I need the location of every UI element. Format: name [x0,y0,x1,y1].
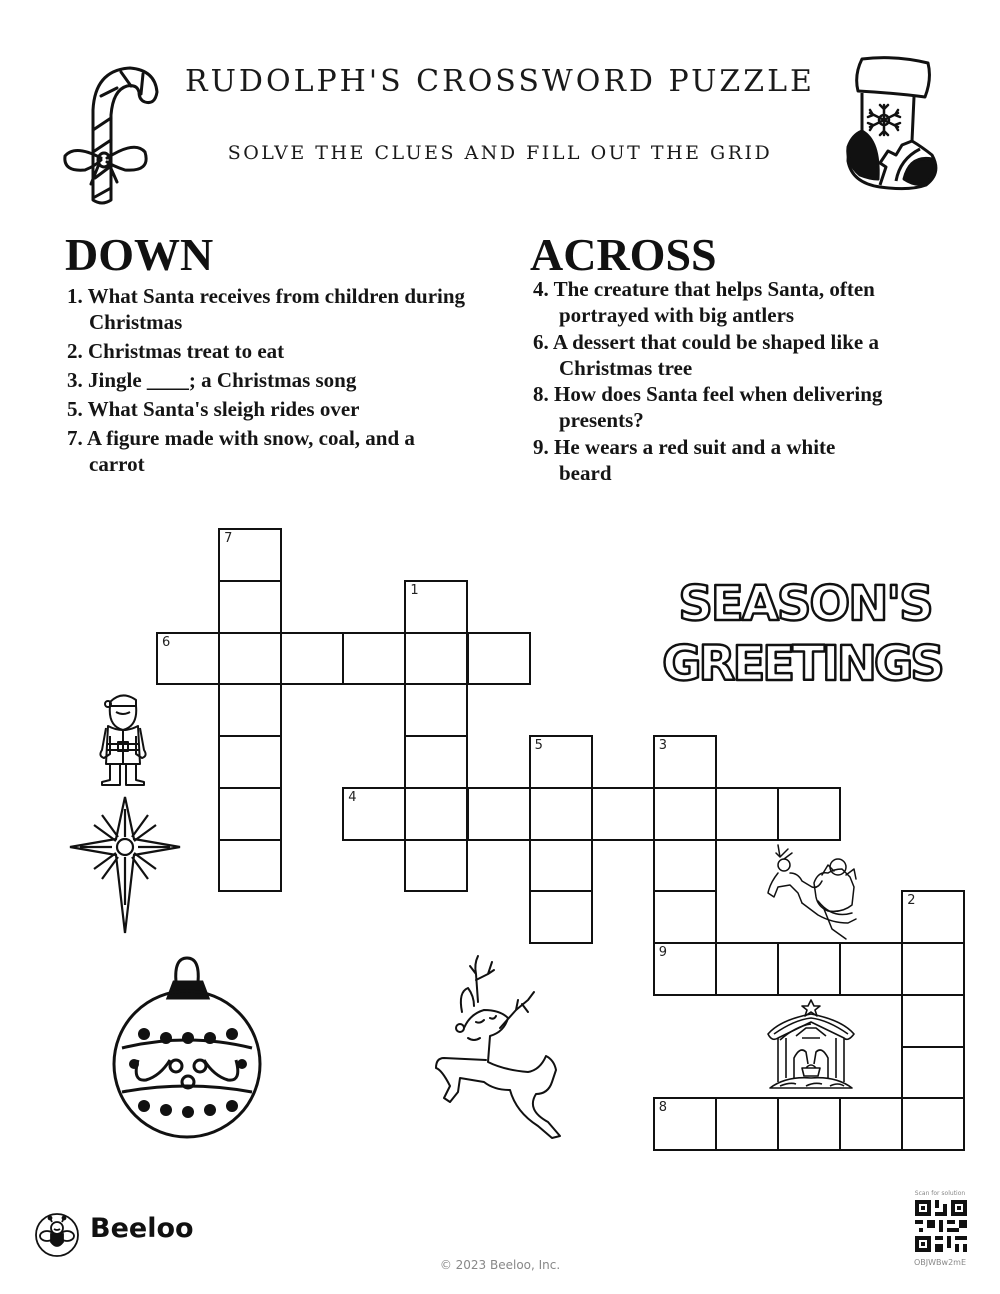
across-clue-8: 8. How does Santa feel when delivering presents? [533,382,883,433]
grid-cell[interactable] [218,528,282,582]
grid-cell[interactable] [404,735,468,789]
clue-number: 5 [534,738,543,753]
grid-cell[interactable] [777,942,841,996]
grid-cell[interactable] [777,787,841,841]
greeting-line-1: SEASON'S [678,576,932,632]
grid-cell[interactable] [653,890,717,944]
grid-cell[interactable] [901,994,965,1048]
grid-cell[interactable] [467,632,531,686]
page-subtitle: SOLVE THE CLUES AND FILL OUT THE GRID [227,142,773,164]
grid-cell[interactable] [218,839,282,893]
grid-cell[interactable] [901,890,965,944]
grid-cell[interactable] [653,735,717,789]
across-heading: ACROSS [530,229,717,280]
nativity-icon [766,998,856,1094]
down-clue-5: 5. What Santa's sleigh rides over [67,397,360,421]
grid-cell[interactable] [529,890,593,944]
grid-cell[interactable] [529,839,593,893]
copyright: © 2023 Beeloo, Inc. [439,1258,561,1272]
clue-number: 7 [224,531,233,546]
grid-cell[interactable] [218,683,282,737]
grid-cell[interactable] [529,787,593,841]
brand-name: Beeloo [90,1213,194,1244]
down-clue-7: 7. A figure made with snow, coal, and a carrot [67,426,415,476]
grid-cell[interactable] [653,787,717,841]
grid-cell[interactable] [529,735,593,789]
candy-cane-icon [55,60,165,210]
qr-code-icon[interactable] [915,1200,967,1252]
grid-cell[interactable] [653,1097,717,1151]
grid-cell[interactable] [218,735,282,789]
grid-cell[interactable] [218,787,282,841]
grid-cell[interactable] [404,580,468,634]
page-title: RUDOLPH'S CROSSWORD PUZZLE [185,64,815,99]
grid-cell[interactable] [404,683,468,737]
across-clue-4: 4. The creature that helps Santa, often portrayed with big antlers [533,277,875,328]
ornament-icon [110,952,265,1142]
beeloo-logo-icon [34,1212,80,1258]
down-clue-3: 3. Jingle ____; a Christmas song [67,368,357,392]
grid-cell[interactable] [715,1097,779,1151]
grid-cell[interactable] [777,1097,841,1151]
across-clue-9: 9. He wears a red suit and a white beard [533,434,836,486]
grid-cell[interactable] [901,1097,965,1151]
grid-cell[interactable] [901,942,965,996]
grid-cell[interactable] [280,632,344,686]
sleigh-icon [762,843,862,941]
grid-cell[interactable] [342,787,406,841]
stocking-icon [840,55,945,200]
grid-cell[interactable] [467,787,531,841]
grid-cell[interactable] [839,942,903,996]
santa-icon [88,688,158,786]
clue-number: 1 [410,582,419,598]
grid-cell[interactable] [404,787,468,841]
across-clue-6: 6. A dessert that could be shaped like a Christmas tree [533,329,879,380]
clue-number: 3 [658,738,668,753]
grid-cell[interactable] [591,787,655,841]
down-heading: DOWN [65,229,214,280]
greeting-line-2: GREETINGS [662,636,942,692]
grid-cell[interactable] [715,787,779,841]
down-clue-2: 2. Christmas treat to eat [67,339,285,363]
grid-cell[interactable] [218,580,282,634]
down-clue-1: 1. What Santa receives from children during Christmas [67,284,466,334]
star-icon [68,795,183,935]
clue-number: 2 [907,893,916,909]
seasons-greetings-text [640,568,960,693]
grid-cell[interactable] [218,632,282,686]
grid-cell[interactable] [342,632,406,686]
qr-label: Scan for solution [914,1190,966,1197]
clue-number: 4 [348,789,357,805]
grid-cell[interactable] [901,1046,965,1100]
grid-cell[interactable] [156,632,220,686]
reindeer-icon [430,952,570,1142]
clue-number: 8 [658,1100,668,1116]
grid-cell[interactable] [404,839,468,893]
down-clue-list [67,283,467,480]
grid-cell[interactable] [839,1097,903,1151]
clue-number: 9 [658,945,668,960]
grid-cell[interactable] [653,942,717,996]
clue-number: 6 [162,634,171,650]
grid-cell[interactable] [653,839,717,893]
qr-code-text: OBJWBw2mE [913,1258,967,1267]
grid-cell[interactable] [715,942,779,996]
grid-cell[interactable] [404,632,468,686]
across-clue-list [533,276,893,486]
